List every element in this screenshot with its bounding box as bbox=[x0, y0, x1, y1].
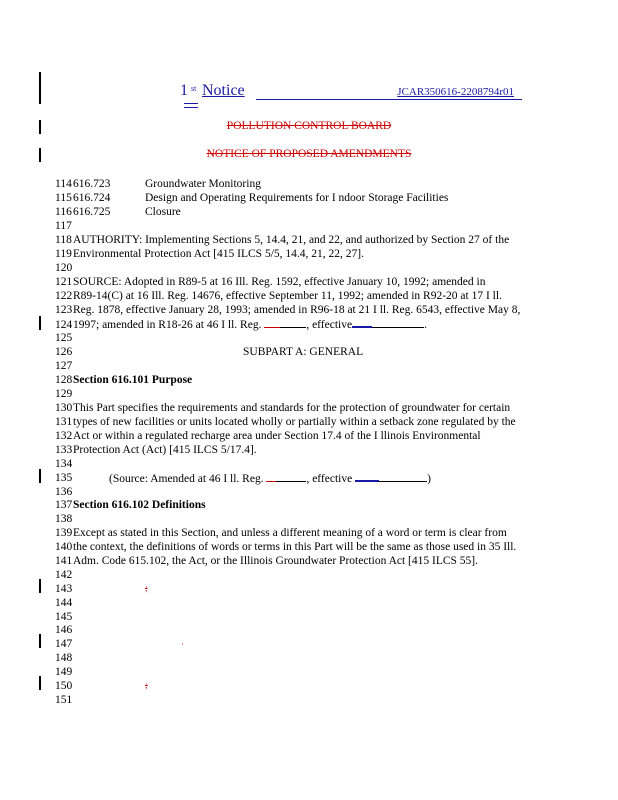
line-number: 119 bbox=[55, 248, 72, 260]
line-number: 132 bbox=[55, 430, 73, 442]
deleted-mark: ; bbox=[145, 680, 148, 690]
text-line bbox=[55, 345, 364, 359]
change-bar bbox=[39, 579, 41, 593]
line-number: 123 bbox=[55, 304, 73, 316]
blank-line bbox=[55, 331, 73, 345]
line-number: 114 bbox=[55, 178, 72, 190]
line-number: 147 bbox=[55, 638, 73, 650]
blank-field bbox=[276, 471, 306, 482]
blank-field bbox=[372, 317, 424, 328]
text-line bbox=[55, 415, 516, 429]
authority-text: AUTHORITY: Implementing Sections 5, 14.4, 21, and 22, and authorized by Section 27 of the bbox=[73, 234, 510, 246]
line-number: 124 bbox=[55, 319, 73, 331]
line-number: 115 bbox=[55, 192, 72, 204]
notice-header bbox=[180, 80, 540, 110]
source-note bbox=[109, 471, 431, 486]
purpose-text: This Part specifies the requirements and standards for the protection of groundwater for certain bbox=[73, 402, 511, 414]
source-text: 1997; amended in R18-26 at 46 I ll. Reg. bbox=[73, 319, 262, 331]
toc-section: 616.724 bbox=[73, 192, 111, 204]
line-number: 122 bbox=[55, 290, 73, 302]
text-line bbox=[55, 526, 507, 540]
line-number: 143 bbox=[55, 583, 73, 595]
line-number: 136 bbox=[55, 486, 73, 498]
text-line bbox=[55, 373, 192, 387]
inserted-blank bbox=[352, 317, 372, 328]
toc-section: 616.725 bbox=[73, 206, 111, 218]
text-line bbox=[55, 317, 427, 331]
line-number: 151 bbox=[55, 694, 73, 706]
source-text: , effective bbox=[306, 319, 353, 331]
line-number: 127 bbox=[55, 360, 73, 372]
line-number: 120 bbox=[55, 262, 73, 274]
line-number: 134 bbox=[55, 458, 73, 470]
source-note-text: (Source: Amended at 46 I ll. Reg. bbox=[109, 473, 264, 485]
line-number: 145 bbox=[55, 611, 73, 623]
definitions-text: Except as stated in this Section, and unless a different meaning of a word or term is clear from bbox=[73, 527, 507, 539]
blank-line bbox=[55, 651, 73, 665]
text-line bbox=[55, 247, 364, 261]
blank-line bbox=[55, 665, 73, 679]
line-number: 129 bbox=[55, 388, 73, 400]
authority-text: Environmental Protection Act [415 ILCS 5/5, 14.4, 21, 22, 27]. bbox=[73, 248, 364, 260]
line-number: 139 bbox=[55, 527, 73, 539]
deleted-blank bbox=[264, 317, 280, 328]
blank-line bbox=[55, 568, 73, 582]
text-line bbox=[55, 540, 516, 554]
line-number: 130 bbox=[55, 402, 73, 414]
toc-row bbox=[55, 177, 261, 191]
blank-line bbox=[55, 261, 73, 275]
text-line bbox=[55, 233, 509, 247]
change-bar bbox=[39, 469, 41, 483]
change-bar bbox=[39, 72, 41, 104]
line-number: 128 bbox=[55, 374, 73, 386]
toc-description: Groundwater Monitoring bbox=[145, 178, 261, 190]
page-number-suffix: st bbox=[191, 84, 197, 93]
purpose-text: types of new facilities or units located wholly or partially within a setback zone regulated by the bbox=[73, 416, 516, 428]
header-underline bbox=[184, 103, 198, 104]
header-underline bbox=[184, 107, 198, 108]
blank-line bbox=[55, 610, 73, 624]
purpose-text: Act or within a regulated recharge area under Section 17.4 of the I llinois Environmental bbox=[73, 430, 481, 442]
definitions-text: Adm. Code 615.102, the Act, or the Illinois Groundwater Protection Act [415 ILCS 55]. bbox=[73, 555, 478, 567]
line-number: 140 bbox=[55, 541, 73, 553]
text-line bbox=[55, 498, 206, 512]
blank-line bbox=[55, 219, 73, 233]
text-line bbox=[55, 275, 485, 289]
line-number: 146 bbox=[55, 624, 73, 636]
line-number: 141 bbox=[55, 555, 73, 567]
source-text: R89-14(C) at 16 Ill. Reg. 14676, effective September 11, 1992; amended in R92-20 at 17 I ll. bbox=[73, 290, 502, 302]
definitions-text: the context, the definitions of words or terms in this Part will be the same as those used in 35 Ill. bbox=[73, 541, 517, 553]
line-number: 149 bbox=[55, 666, 73, 678]
inserted-blank bbox=[355, 471, 379, 482]
deleted-mark: ; bbox=[145, 583, 148, 593]
toc-row bbox=[55, 191, 449, 205]
toc-section: 616.723 bbox=[73, 178, 111, 190]
blank-line bbox=[55, 596, 73, 610]
line-number: 131 bbox=[55, 416, 73, 428]
line-number: 116 bbox=[55, 206, 72, 218]
blank-field bbox=[379, 471, 427, 482]
text-line bbox=[55, 471, 431, 485]
change-bar bbox=[39, 634, 41, 648]
blank-line bbox=[55, 623, 73, 637]
document-id: JCAR350616-2208794r01 bbox=[397, 86, 514, 98]
text-line bbox=[55, 429, 481, 443]
blank-line bbox=[55, 512, 73, 526]
deleted-dot: · bbox=[181, 639, 184, 649]
header-title: Notice bbox=[202, 82, 245, 99]
blank-line bbox=[55, 387, 73, 401]
blank-line bbox=[55, 457, 73, 471]
page-number: 1 bbox=[180, 82, 188, 99]
board-title: POLLUTION CONTROL BOARD bbox=[226, 120, 392, 132]
line-number: 142 bbox=[55, 569, 73, 581]
blank-line bbox=[55, 693, 73, 707]
text-line bbox=[55, 401, 510, 415]
line-number: 121 bbox=[55, 276, 73, 288]
change-bar bbox=[39, 316, 41, 330]
section-heading: Section 616.102 Definitions bbox=[73, 499, 206, 511]
text-line bbox=[55, 289, 502, 303]
blank-line bbox=[55, 679, 73, 693]
notice-title: NOTICE OF PROPOSED AMENDMENTS bbox=[206, 148, 412, 160]
line-number: 126 bbox=[55, 346, 73, 358]
subpart-heading: SUBPART A: GENERAL bbox=[243, 346, 364, 358]
source-note-text: ) bbox=[427, 473, 431, 485]
line-number: 148 bbox=[55, 652, 73, 664]
source-note-text: , effective bbox=[306, 473, 353, 485]
line-number: 133 bbox=[55, 444, 73, 456]
line-number: 144 bbox=[55, 597, 73, 609]
purpose-text: Protection Act (Act) [415 ILCS 5/17.4]. bbox=[73, 444, 257, 456]
source-text: SOURCE: Adopted in R89-5 at 16 Ill. Reg. 1592, effective January 10, 1992; amended in bbox=[73, 276, 486, 288]
line-number: 117 bbox=[55, 220, 72, 232]
text-line bbox=[55, 443, 257, 457]
toc-row bbox=[55, 205, 181, 219]
blank-line bbox=[55, 485, 73, 499]
section-heading: Section 616.101 Purpose bbox=[73, 374, 193, 386]
blank-line bbox=[55, 359, 73, 373]
line-number: 138 bbox=[55, 513, 73, 525]
line-number: 150 bbox=[55, 680, 73, 692]
text-line bbox=[55, 303, 520, 317]
line-number: 137 bbox=[55, 499, 73, 511]
change-bar bbox=[39, 676, 41, 690]
blank-line bbox=[55, 637, 73, 651]
blank-field bbox=[280, 317, 306, 328]
toc-description: Design and Operating Requirements for I ndoor Storage Facilities bbox=[145, 192, 449, 204]
blank-line bbox=[55, 582, 73, 596]
text-line bbox=[55, 554, 478, 568]
line-number: 135 bbox=[55, 472, 73, 484]
deleted-blank bbox=[266, 471, 276, 482]
source-text: Reg. 1878, effective January 28, 1993; amended in R96-18 at 21 I ll. Reg. 6543, effective May 8, bbox=[73, 304, 521, 316]
line-number: 125 bbox=[55, 332, 73, 344]
line-number: 118 bbox=[55, 234, 72, 246]
source-text: . bbox=[424, 319, 427, 331]
header-rule bbox=[256, 99, 522, 100]
toc-description: Closure bbox=[145, 206, 181, 218]
